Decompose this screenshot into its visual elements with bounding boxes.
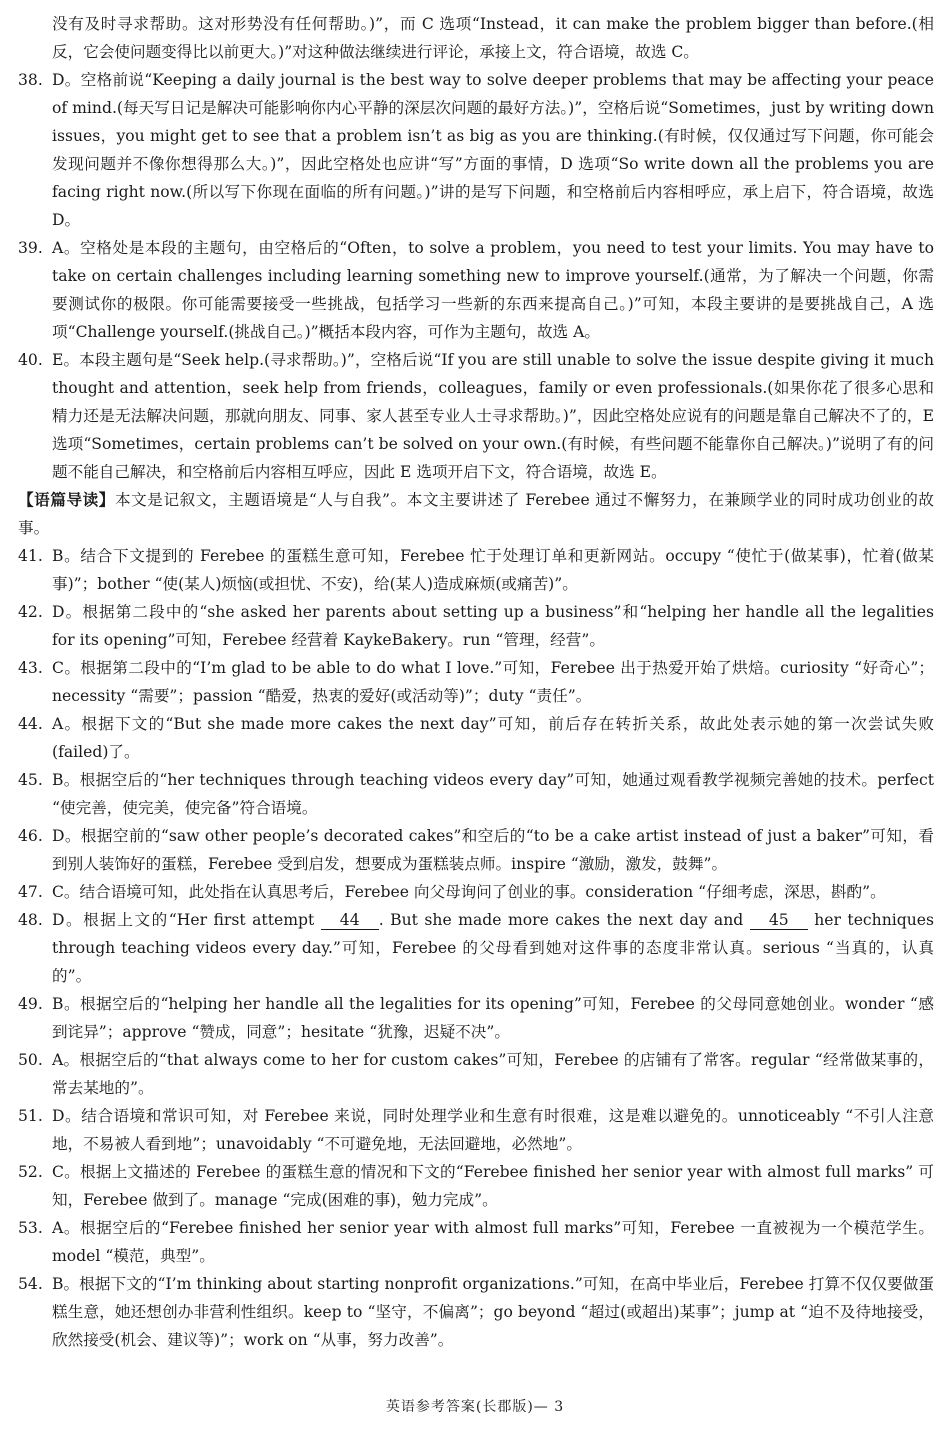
answer-number: 44. (18, 715, 43, 733)
answer-text (52, 906, 934, 990)
intro-text: 本文是记叙文，主题语境是“人与自我”。本文主要讲述了 Ferebee 通过不懈努力，在兼顾学业的同时成功创业的故事。 (18, 491, 934, 537)
answer-item (18, 710, 934, 766)
answer-text: E。本段主题句是“Seek help.(寻求帮助。)”，空格后说“If you are still unable to solve the issue despite giving it much thought and attention，seek help from friends，colleagues，family or even professionals.(如果你花了很多心思和精力还是无法解决问题，那就向朋友、同事、家人甚至专业人士寻求帮助。)”，因此空格处应说有的问题是靠自己解决不了的，E 选项“Sometimes，certain problems can’t be solved on your own.(有时候，有些问题不能靠你自己解决。)”说明了有的问题不能自己解决，和空格前后内容相互呼应，因此 E 选项开启下文，符合语境，故选 E。 (52, 351, 934, 481)
answer-item (18, 766, 934, 822)
answer-text: D。结合语境和常识可知，对 Ferebee 来说，同时处理学业和生意有时很难，这是难以避免的。unnoticeably “不引人注意地，不易被人看到地”；unavoidably “不可避免地，无法回避地，必然地”。 (52, 1107, 934, 1153)
answer-text: C。根据第二段中的“I’m glad to be able to do what I love.”可知，Ferebee 出于热爱开始了烘焙。curiosity “好奇心”；necessity “需要”；passion “酷爱，热衷的爱好(或活动等)”；duty “责任”。 (52, 659, 934, 705)
passage-intro (18, 486, 934, 542)
answer-text: A。根据下文的“But she made more cakes the next day”可知，前后存在转折关系，故此处表示她的第一次尝试失败(failed)了。 (52, 715, 934, 761)
answer-number: 52. (18, 1163, 43, 1181)
answer-item (18, 598, 934, 654)
answer-item (18, 1102, 934, 1158)
answer-item (18, 542, 934, 598)
answer-item (18, 654, 934, 710)
answer-text: B。根据空后的“her techniques through teaching videos every day”可知，她通过观看教学视频完善她的技术。perfect “使完善，使完美，使完备”符合语境。 (52, 771, 934, 817)
answer-number: 50. (18, 1051, 43, 1069)
answer-list-3 (18, 990, 934, 1354)
answer-text: B。结合下文提到的 Ferebee 的蛋糕生意可知，Ferebee 忙于处理订单和更新网站。occupy “使忙于(做某事)，忙着(做某事)”；bother “使(某人)烦恼(或担忧、不安)，给(某人)造成麻烦(或痛苦)”。 (52, 547, 934, 593)
answer-number: 48. (18, 911, 43, 929)
answer-item (18, 990, 934, 1046)
blank-44: 44 (321, 911, 379, 930)
answer-number: 47. (18, 883, 43, 901)
answer-list-1 (18, 66, 934, 486)
answer-number: 45. (18, 771, 43, 789)
answer-list-2 (18, 542, 934, 906)
blank-45: 45 (750, 911, 808, 930)
answer-number: 40. (18, 351, 43, 369)
answer-number: 43. (18, 659, 43, 677)
answer-text: D。根据空前的“saw other people’s decorated cakes”和空后的“to be a cake artist instead of just a baker”可知，看到别人装饰好的蛋糕，Ferebee 受到启发，想要成为蛋糕装点师。inspire “激励，激发，鼓舞”。 (52, 827, 934, 873)
answer-item (18, 822, 934, 878)
answer-number: 49. (18, 995, 43, 1013)
answer-item (18, 346, 934, 486)
answer-content (18, 10, 934, 1354)
answer-item (18, 1158, 934, 1214)
answer-text-pre: D。根据上文的“Her first attempt (52, 911, 321, 929)
answer-number: 41. (18, 547, 43, 565)
answer-item (18, 1046, 934, 1102)
answer-item (18, 1270, 934, 1354)
continuation-paragraph: 没有及时寻求帮助。这对形势没有任何帮助。)”，而 C 选项“Instead，it can make the problem bigger than before.(相反，它会使问题变得比以前更大。)”对这种做法继续进行评论，承接上文，符合语境，故选 C。 (52, 15, 934, 61)
answer-text: D。空格前说“Keeping a daily journal is the best way to solve deeper problems that may be affecting your peace of mind.(每天写日记是解决可能影响你内心平静的深层次问题的最好方法。)”，空格后说“Sometimes，just by writing down issues，you might get to see that a problem isn’t as big as you are thinking.(有时候，仅仅通过写下问题，你可能会发现问题并不像你想得那么大。)”，因此空格处也应讲“写”方面的事情，D 选项“So write down all the problems you are facing right now.(所以写下你现在面临的所有问题。)”讲的是写下问题，和空格前后内容相呼应，承上启下，符合语境，故选 D。 (52, 71, 934, 229)
answer-text-mid: . But she made more cakes the next day and (378, 911, 750, 929)
answer-text: B。根据下文的“I’m thinking about starting nonprofit organizations.”可知，在高中毕业后，Ferebee 打算不仅仅要做蛋糕生意，她还想创办非营利性组织。keep to “坚守，不偏离”；go beyond “超过(或超出)某事”；jump at “迫不及待地接受，欣然接受(机会、建议等)”；work on “从事，努力改善”。 (52, 1275, 934, 1349)
intro-label: 【语篇导读】 (18, 490, 115, 509)
answer-number: 38. (18, 71, 43, 89)
answer-number: 51. (18, 1107, 43, 1125)
answer-item (18, 1214, 934, 1270)
answer-text: A。空格处是本段的主题句，由空格后的“Often，to solve a problem，you need to test your limits. You may have to take on certain challenges including learning something new to improve yourself.(通常，为了解决一个问题，你需要测试你的极限。你可能需要接受一些挑战，包括学习一些新的东西来提高自己。)”可知，本段主要讲的是要挑战自己，A 选项“Challenge yourself.(挑战自己。)”概括本段内容，可作为主题句，故选 A。 (52, 239, 934, 341)
page-footer: 英语参考答案(长郡版)— 3 (385, 1399, 565, 1415)
answer-text: A。根据空后的“Ferebee finished her senior year with almost full marks”可知，Ferebee 一直被视为一个模范学生。model “模范，典型”。 (52, 1219, 934, 1265)
answer-number: 53. (18, 1219, 43, 1237)
answer-item-48 (18, 906, 934, 990)
answer-text: A。根据空后的“that always come to her for custom cakes”可知，Ferebee 的店铺有了常客。regular “经常做某事的，常去某地的”。 (52, 1051, 934, 1097)
answer-text: D。根据第二段中的“she asked her parents about setting up a business”和“helping her handle all the legalities for its opening”可知，Ferebee 经营着 KaykeBakery。run “管理，经营”。 (52, 603, 934, 649)
answer-text: C。根据上文描述的 Ferebee 的蛋糕生意的情况和下文的“Ferebee finished her senior year with almost full marks” 可知，Ferebee 做到了。manage “完成(困难的事)，勉力完成”。 (52, 1163, 934, 1209)
answer-item (18, 878, 934, 906)
answer-number: 46. (18, 827, 43, 845)
answer-text-post: her techniques through teaching videos every day.”可知，Ferebee 的父母看到她对这件事的态度非常认真。serious “当真的，认真的”。 (52, 911, 934, 985)
answer-number: 54. (18, 1275, 43, 1293)
answer-text: B。根据空后的“helping her handle all the legalities for its opening”可知，Ferebee 的父母同意她创业。wonder “感到诧异”；approve “赞成，同意”；hesitate “犹豫，迟疑不决”。 (52, 995, 934, 1041)
answer-number: 39. (18, 239, 43, 257)
answer-item (18, 234, 934, 346)
answer-text: C。结合语境可知，此处指在认真思考后，Ferebee 向父母询问了创业的事。consideration “仔细考虑，深思，斟酌”。 (52, 883, 886, 901)
answer-number: 42. (18, 603, 43, 621)
answer-item (18, 66, 934, 234)
